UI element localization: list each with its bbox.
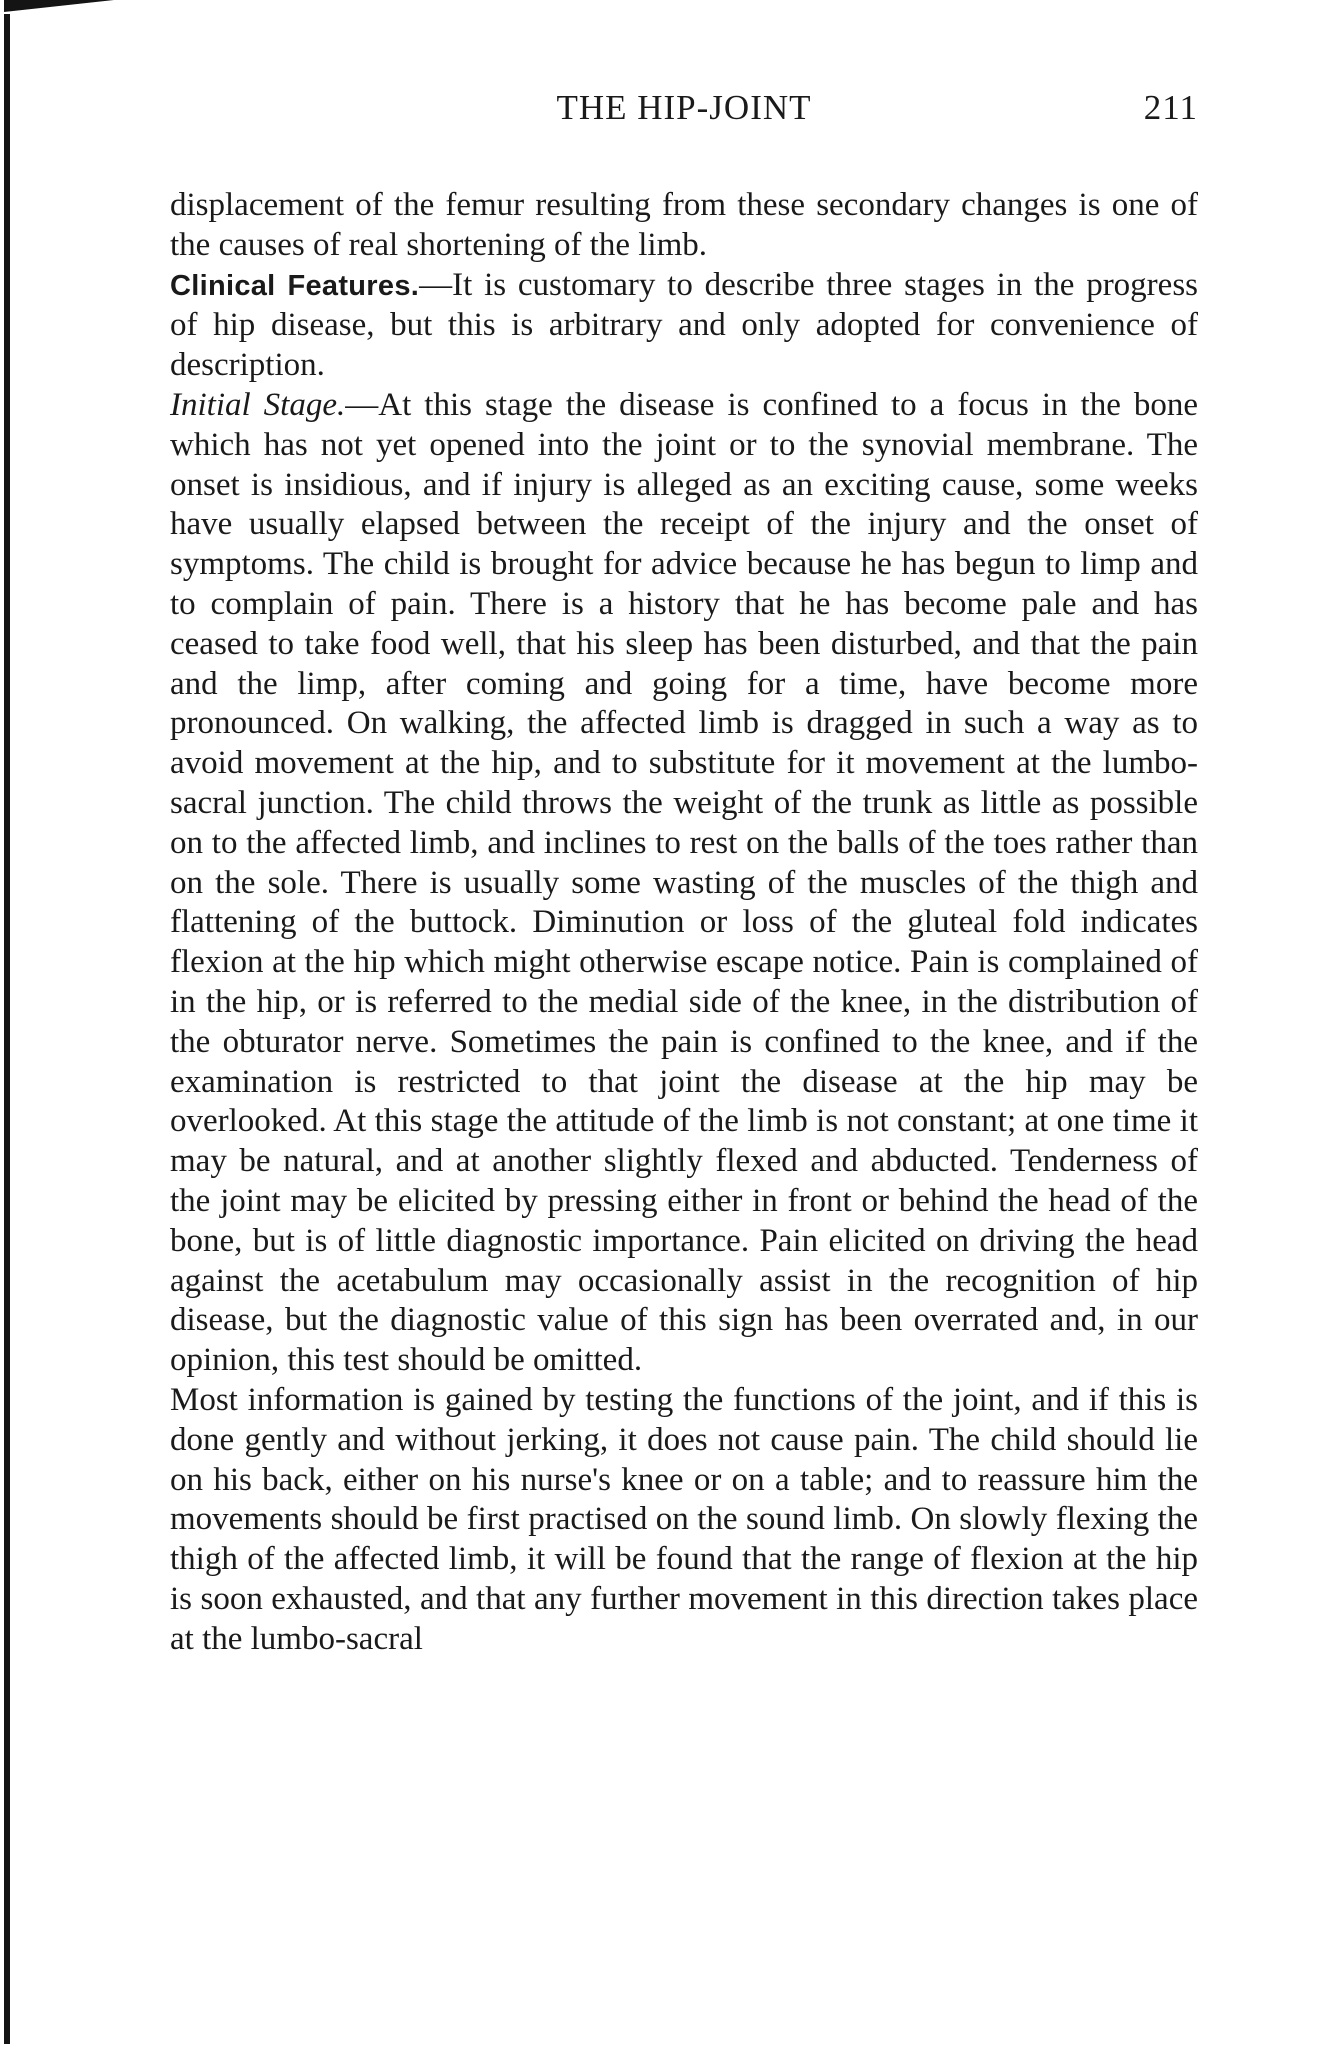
paragraph-clinical-features xyxy=(170,266,1198,386)
paragraph-initial-stage xyxy=(170,386,1198,1381)
paragraph-text: Most information is gained by testing the functions of the joint, and if this is done gently and without jerking, it does not cause pain. The child should lie on his back, either on his nurse's knee or on a table; and to reassure him the movements should be first practised on the sound limb. On slowly flexing the thigh of the affected limb, it will be found that the range of flexion at the hip is soon exhausted, and that any further movement in this direction takes place at the lumbo-sacral xyxy=(170,1381,1198,1657)
spine-shadow xyxy=(4,14,10,2044)
book-spine-edge xyxy=(0,0,14,2065)
paragraph-continuation xyxy=(170,186,1198,266)
page-title: THE HIP-JOINT xyxy=(556,88,812,127)
paragraph-text: —At this stage the disease is confined to a focus in the bone which has not yet opened into the joint or to the synovial membrane. The onset is insidious, and if injury is alleged as an exciting cause, some weeks have usually elapsed between the receipt of the injury and the onset of symptoms. The child is brought for advice because he has begun to limp and to complain of pain. There is a history that he has become pale and has ceased to take food well, that his sleep has been disturbed, and that the pain and the limp, after coming and going for a time, have become more pronounced. On walking, the affected limb is dragged in such a way as to avoid movement at the hip, and to substitute for it movement at the lumbo-sacral junction. The child throws the weight of the trunk as little as possible on to the affected limb, and inclines to rest on the balls of the toes rather than on the sole. There is usually some wasting of the muscles of the thigh and flattening of the buttock. Diminution or loss of the gluteal fold indicates flexion at the hip which might otherwise escape notice. Pain is complained of in the hip, or is referred to the medial side of the knee, in the distribution of the obturator nerve. Sometimes the pain is confined to the knee, and if the examination is restricted to that joint the disease at the hip may be overlooked. At this stage the attitude of the limb is not constant; at one time it may be natural, and at another slightly flexed and abducted. Tenderness of the joint may be elicited by pressing either in front or behind the head of the bone, but is of little diagnostic importance. Pain elicited on driving the head against the acetabulum may occasionally assist in the recognition of hip disease, but the diagnostic value of this sign has been overrated and, in our opinion, this test should be omitted. xyxy=(170,386,1199,1379)
spine-top-mark xyxy=(4,0,114,12)
running-head xyxy=(170,88,1198,148)
book-page xyxy=(170,88,1198,1659)
paragraph-text: —It is customary to describe three stages in the progress of hip disease, but this is arbitrary and only adopted for convenience of description. xyxy=(170,266,1198,384)
body-text xyxy=(170,186,1198,1659)
paragraph-functions xyxy=(170,1381,1198,1660)
subsection-heading: Initial Stage. xyxy=(170,386,346,423)
paragraph-text: displacement of the femur resulting from these secondary changes is one of the causes of real shortening of the limb. xyxy=(170,187,1198,263)
page-number: 211 xyxy=(1143,88,1198,127)
section-heading: Clinical Features. xyxy=(170,269,420,302)
